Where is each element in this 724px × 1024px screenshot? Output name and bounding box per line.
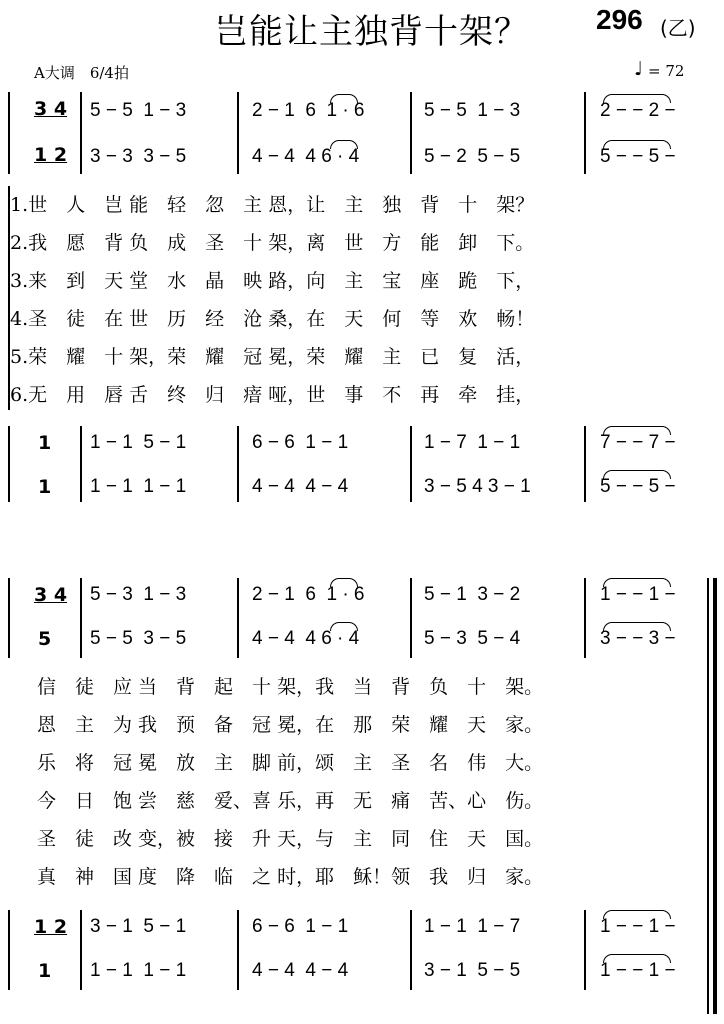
time-signature-bottom: 1 2 bbox=[34, 144, 68, 166]
bass-measure: 5 − − 5 − bbox=[600, 476, 676, 497]
lyric-line: 今 日 饱 尝 慈 爱、喜 乐，再 无 痛 苦、心 伤。 bbox=[37, 790, 544, 812]
alto-measure: 5 − 2 5 − 5 bbox=[424, 146, 521, 167]
tie bbox=[603, 94, 671, 103]
bass-measure: 1 − 1 1 − 1 bbox=[90, 476, 187, 497]
bar-line bbox=[80, 426, 82, 502]
tie bbox=[603, 578, 671, 587]
melody-measure: 2 − 1 6 1 · 6 bbox=[252, 100, 365, 121]
bar-line bbox=[584, 426, 586, 502]
slur bbox=[330, 622, 358, 631]
bar-line bbox=[237, 92, 239, 174]
melody-measure: 5 − 1 3 − 2 bbox=[424, 584, 521, 605]
lyric-line: 真 神 国 度 降 临 之 时，耶 稣！领 我 归 家。 bbox=[37, 866, 544, 888]
melody-measure: 2 − − 2 − bbox=[600, 100, 676, 121]
lyric-bracket bbox=[8, 186, 10, 410]
tenor-measure: 3 − 1 5 − 1 bbox=[90, 916, 187, 937]
slur bbox=[330, 140, 358, 149]
tenor-measure: 1 − 1 5 − 1 bbox=[90, 432, 187, 453]
hymn-title: 岂能让主独背十架？ bbox=[214, 12, 529, 52]
bass-measure: 1 − 1 1 − 1 bbox=[90, 960, 187, 981]
bass-measure: 1 − − 1 − bbox=[600, 960, 676, 981]
tenor-measure: 1 − − 1 − bbox=[600, 916, 676, 937]
bass-measure: 4 − 4 4 − 4 bbox=[252, 960, 349, 981]
tie bbox=[603, 426, 671, 435]
bar-line bbox=[237, 578, 239, 658]
melody-measure: 5 − 5 1 − 3 bbox=[424, 100, 521, 121]
bar-line bbox=[584, 910, 586, 990]
tenor-pickup: 1 bbox=[38, 432, 52, 454]
tenor-measure: 7 − − 7 − bbox=[600, 432, 676, 453]
bass-measure: 3 − 5 4 3 − 1 bbox=[424, 476, 531, 497]
time-signature-top: 3 4 bbox=[34, 98, 68, 120]
lyric-line: 3.来 到 天 堂 水 晶 映 路，向 主 宝 座 跪 下， bbox=[10, 270, 535, 292]
alto-measure: 3 − 3 3 − 5 bbox=[90, 146, 187, 167]
alto-measure: 5 − − 5 − bbox=[600, 146, 676, 167]
tie bbox=[603, 954, 671, 963]
quarter-note-icon: ♩ bbox=[634, 58, 643, 80]
melody-measure: 5 − 5 1 − 3 bbox=[90, 100, 187, 121]
lyric-line: 圣 徒 改 变，被 接 升 天，与 主 同 住 天 国。 bbox=[37, 828, 544, 850]
time-signature-top: 3 4 bbox=[34, 584, 68, 606]
tenor-measure: 6 − 6 1 − 1 bbox=[252, 916, 349, 937]
bar-line bbox=[584, 578, 586, 658]
hymn-suffix: (乙) bbox=[660, 16, 696, 40]
bar-line bbox=[80, 92, 82, 174]
tenor-pickup: 1 2 bbox=[34, 916, 68, 938]
bar-line bbox=[410, 92, 412, 174]
bass-measure: 4 − 4 4 − 4 bbox=[252, 476, 349, 497]
alto-pickup: 5 bbox=[38, 628, 52, 650]
tenor-measure: 1 − 1 1 − 7 bbox=[424, 916, 521, 937]
system-bracket bbox=[8, 426, 10, 502]
bar-line bbox=[410, 426, 412, 502]
lyric-line: 恩 主 为 我 预 备 冠 冕，在 那 荣 耀 天 家。 bbox=[37, 714, 544, 736]
bar-line bbox=[237, 426, 239, 502]
tie bbox=[603, 140, 671, 149]
slur bbox=[330, 578, 358, 587]
slur bbox=[330, 94, 358, 103]
lyric-line: 乐 将 冠 冕 放 主 脚 前，颂 主 圣 名 伟 大。 bbox=[37, 752, 544, 774]
hymn-number: 296 bbox=[596, 4, 643, 35]
alto-measure: 5 − 3 5 − 4 bbox=[424, 628, 521, 649]
alto-measure: 4 − 4 4 6 · 4 bbox=[252, 628, 360, 649]
bar-line bbox=[237, 910, 239, 990]
tenor-measure: 1 − 7 1 − 1 bbox=[424, 432, 521, 453]
melody-measure: 5 − 3 1 − 3 bbox=[90, 584, 187, 605]
lyric-line: 信 徒 应 当 背 起 十 架，我 当 背 负 十 架。 bbox=[37, 676, 544, 698]
lyric-line: 2.我 愿 背 负 成 圣 十 架，离 世 方 能 卸 下。 bbox=[10, 232, 535, 254]
bar-line bbox=[584, 92, 586, 174]
melody-measure: 1 − − 1 − bbox=[600, 584, 676, 605]
alto-measure: 5 − 5 3 − 5 bbox=[90, 628, 187, 649]
key-signature: A大调 6/4拍 bbox=[34, 64, 129, 82]
bass-pickup: 1 bbox=[38, 476, 52, 498]
bar-line bbox=[410, 910, 412, 990]
system-bracket bbox=[8, 910, 10, 990]
final-bar-thick bbox=[713, 578, 717, 1014]
final-bar-thin bbox=[707, 578, 709, 1014]
bar-line bbox=[80, 910, 82, 990]
bass-pickup: 1 bbox=[38, 960, 52, 982]
lyric-line: 1.世 人 岂 能 轻 忽 主 恩，让 主 独 背 十 架？ bbox=[10, 194, 535, 216]
lyric-line: 5.荣 耀 十 架，荣 耀 冠 冕，荣 耀 主 已 复 活， bbox=[10, 346, 535, 368]
system-bracket bbox=[8, 578, 10, 658]
alto-measure: 4 − 4 4 6 · 4 bbox=[252, 146, 360, 167]
bar-line bbox=[80, 578, 82, 658]
tenor-measure: 6 − 6 1 − 1 bbox=[252, 432, 349, 453]
system-bracket bbox=[8, 92, 10, 174]
tie bbox=[603, 470, 671, 479]
bar-line bbox=[410, 578, 412, 658]
tie bbox=[603, 910, 671, 919]
tempo-marking: = 72 bbox=[648, 62, 685, 80]
melody-measure: 2 − 1 6 1 · 6 bbox=[252, 584, 365, 605]
lyric-line: 6.无 用 唇 舌 终 归 瘖 哑，世 事 不 再 牵 挂， bbox=[10, 384, 535, 406]
alto-measure: 3 − − 3 − bbox=[600, 628, 676, 649]
bass-measure: 3 − 1 5 − 5 bbox=[424, 960, 521, 981]
lyric-line: 4.圣 徒 在 世 历 经 沧 桑，在 天 何 等 欢 畅！ bbox=[10, 308, 535, 330]
tie bbox=[603, 622, 671, 631]
